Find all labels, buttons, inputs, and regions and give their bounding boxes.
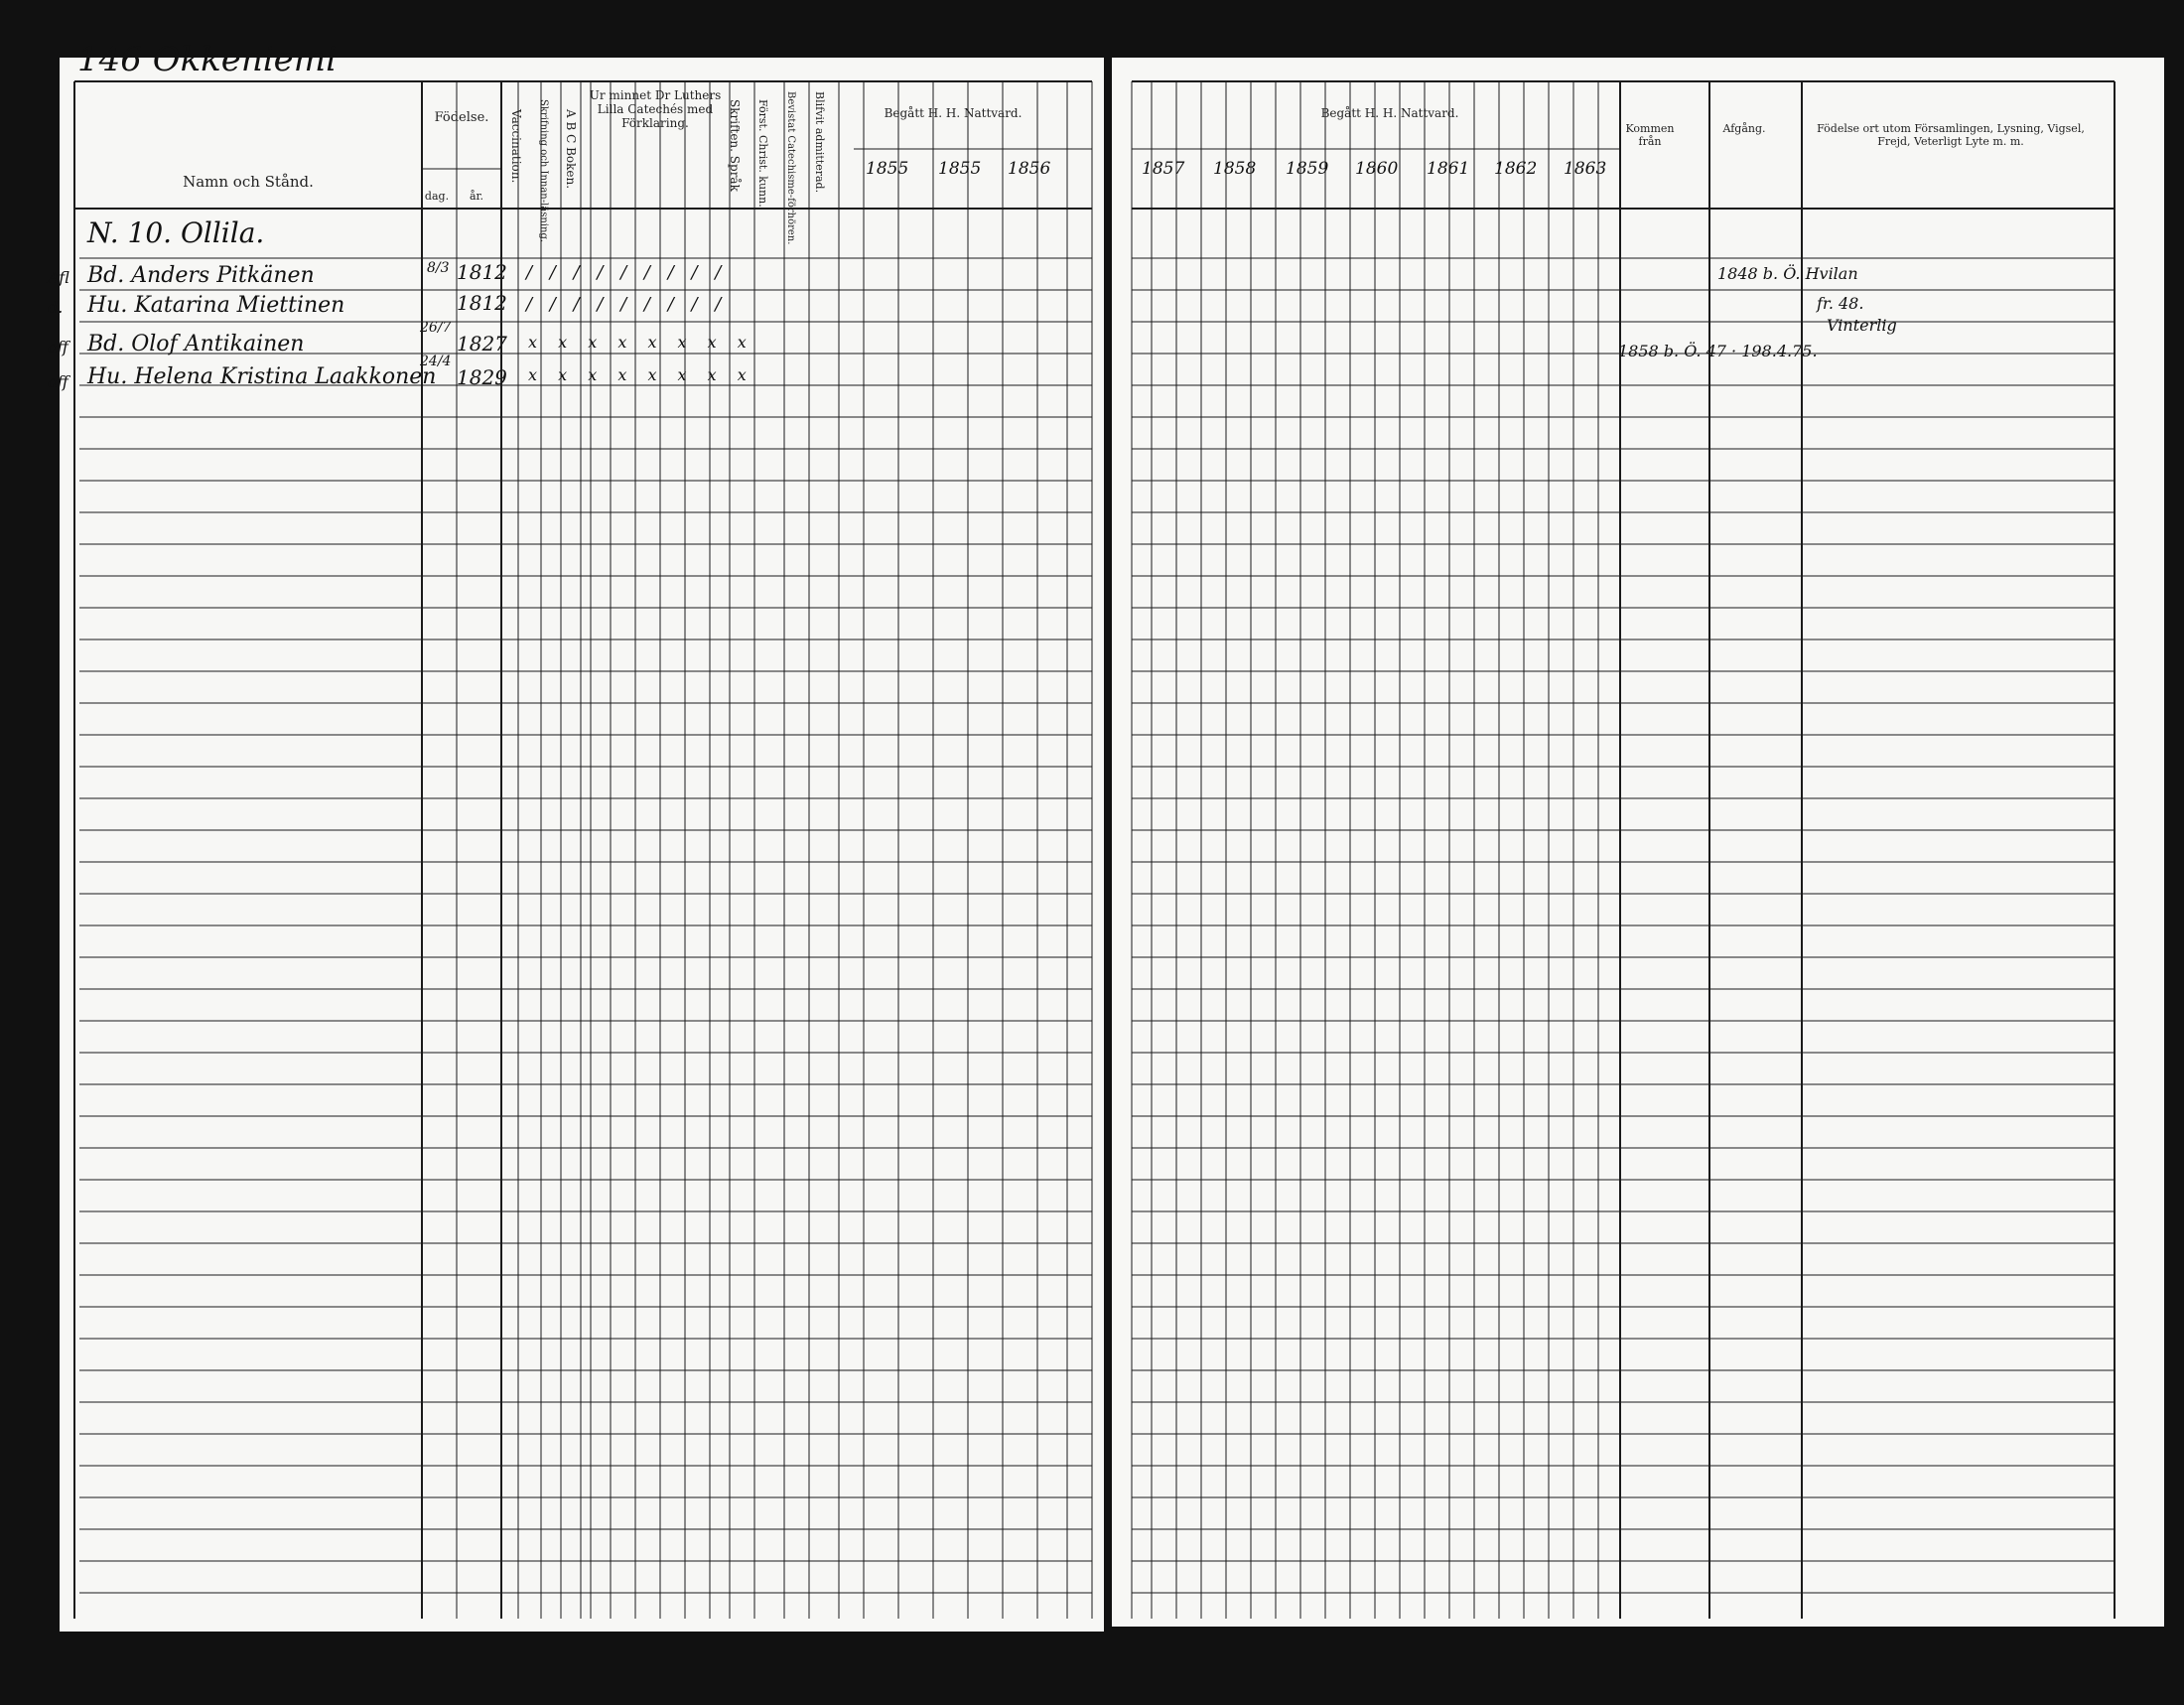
- year-right-1861: 1861: [1427, 159, 1470, 179]
- header-vaccination: Vaccination.: [509, 109, 523, 184]
- row-4-afgang: Vinterlig: [1827, 316, 1897, 335]
- header-blifvit: Blifvit admitterad.: [813, 91, 826, 194]
- header-ar: år.: [469, 190, 484, 203]
- row-1-name: Bd. Anders Pitkänen: [87, 263, 315, 288]
- year-right-1859: 1859: [1286, 159, 1329, 179]
- row-2-name: Hu. Katarina Miettinen: [87, 293, 345, 318]
- row-1-marks: / / / / / / / / /: [526, 262, 728, 283]
- row-3-name: Bd. Olof Antikainen: [87, 332, 305, 356]
- header-name-col: Namn och Stånd.: [183, 173, 314, 191]
- year-right-1862: 1862: [1494, 159, 1538, 179]
- row-4-marks: x x x x x x x x: [528, 365, 754, 384]
- header-fodelse-ort: Födelse ort utom Församlingen, Lysning, Vigsel, Frejd, Veterligt Lyte m. m.: [1817, 122, 2085, 148]
- year-right-1857: 1857: [1142, 159, 1185, 179]
- header-kommen: Kommen från: [1625, 122, 1675, 148]
- row-3-mark: aff: [48, 338, 68, 356]
- year-left-1: 1855: [866, 159, 909, 179]
- header-begatt-right: Begått H. H. Nattvard.: [1320, 106, 1459, 120]
- year-left-2: 1855: [938, 159, 982, 179]
- row-3-marks: x x x x x x x x: [528, 333, 754, 352]
- header-dag: dag.: [424, 190, 450, 203]
- header-forst: Först. Christ. kunn.: [756, 99, 769, 208]
- year-right-1858: 1858: [1213, 159, 1257, 179]
- header-bevistat: Bevistat Catechisme-förhören.: [785, 91, 796, 245]
- year-left-3: 1856: [1008, 159, 1051, 179]
- header-fodelse: Födelse.: [434, 110, 489, 125]
- header-skriften: Skriften. Språk: [728, 99, 742, 192]
- row-1-afgang: 1848 b. Ö. Hvilan: [1717, 264, 1858, 283]
- year-right-1860: 1860: [1355, 159, 1399, 179]
- row-2-afgang: fr. 48.: [1817, 294, 1864, 313]
- row-4-dag: 24/4: [420, 354, 452, 369]
- header-afgang: Afgång.: [1722, 122, 1766, 135]
- row-4-kommen: 1858 b. Ö. 47 · 198.4.75.: [1618, 342, 1818, 360]
- row-4-mark: aff: [48, 372, 68, 391]
- row-1-ar: 1812: [457, 260, 507, 284]
- row-1-dag: 8/3: [427, 260, 450, 276]
- header-begatt-left: Begått H. H. Nattvard.: [884, 106, 1023, 120]
- row-2-marks: / / / / / / / / /: [526, 294, 728, 315]
- row-3-dag: 26/7: [420, 320, 452, 336]
- row-2-mark: d.: [48, 298, 64, 317]
- year-right-1863: 1863: [1564, 159, 1607, 179]
- header-skrifning: Skrifning och Innan-läsning.: [538, 99, 549, 243]
- row-4-name: Hu. Helena Kristina Laakkonen: [87, 364, 437, 389]
- header-abc: A B C Boken.: [564, 109, 578, 190]
- row-3-ar: 1827: [457, 332, 507, 355]
- header-catechism: Ur minnet Dr Luthers Lilla Catechés med Förklaring.: [589, 88, 722, 130]
- row-2-ar: 1812: [457, 291, 507, 315]
- row-4-ar: 1829: [457, 365, 507, 389]
- row-1-mark: Afl: [48, 268, 69, 287]
- page-title: 146 Okkeniemi: [77, 40, 337, 79]
- household-heading: N. 10. Ollila.: [87, 216, 265, 249]
